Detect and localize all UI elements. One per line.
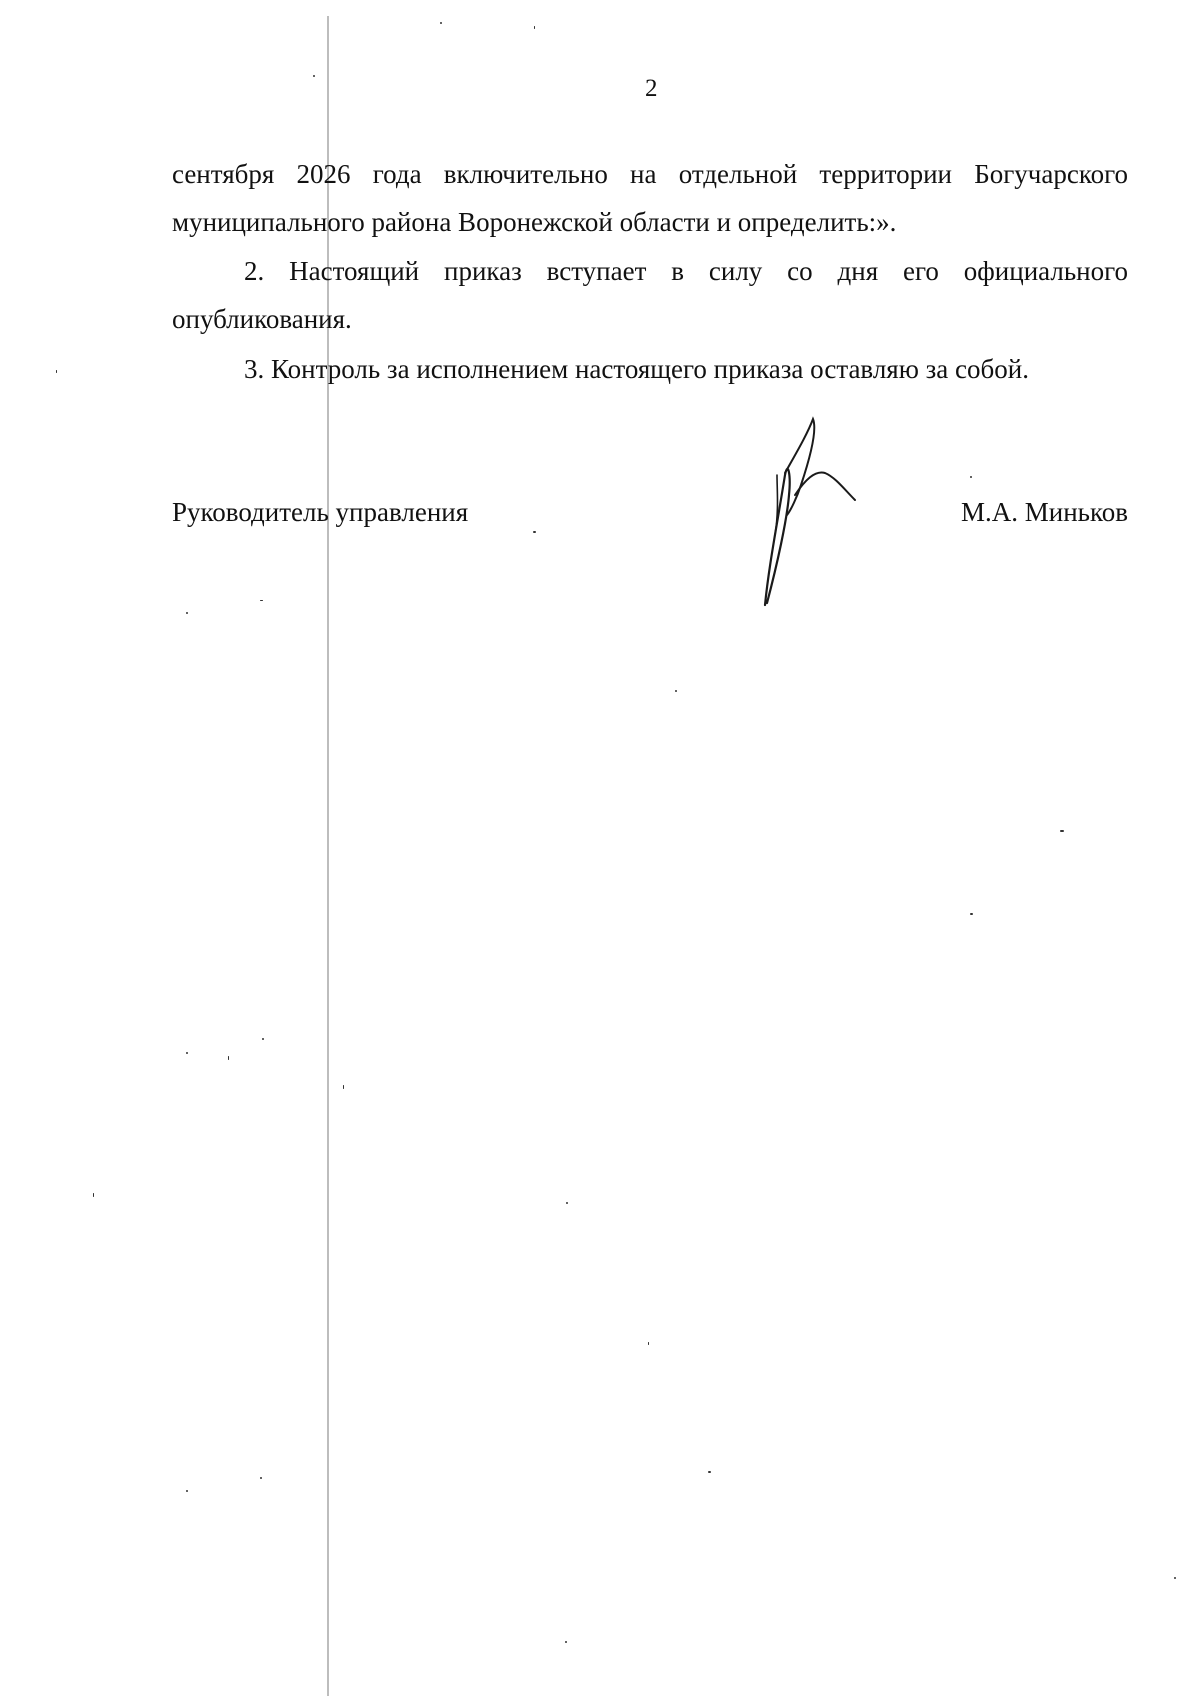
- scan-speck: [970, 913, 973, 915]
- scan-speck: [1060, 830, 1064, 832]
- scan-speck: [93, 1193, 94, 1197]
- paragraph-continuation: сентября 2026 года включительно на отдельной территории Богучарского муниципального района Воронежской области и определить:».: [172, 159, 1128, 237]
- scan-speck: [675, 690, 677, 692]
- scan-speck: [534, 26, 535, 29]
- scan-speck: [56, 370, 57, 373]
- paragraph-item-3: 3. Контроль за исполнением настоящего приказа оставляю за собой.: [244, 354, 1029, 384]
- scan-speck: [260, 1477, 262, 1479]
- paragraph-item-2: 2. Настоящий приказ вступает в силу со дня его официального опубликования.: [172, 256, 1128, 334]
- scan-speck: [708, 1471, 711, 1473]
- scan-speck: [566, 1202, 568, 1204]
- scan-speck: [648, 1342, 649, 1345]
- scan-speck: [970, 476, 972, 478]
- scan-speck: [440, 22, 442, 24]
- handwritten-signature-icon: [755, 415, 875, 615]
- scan-speck: [228, 1056, 229, 1060]
- scan-speck: [262, 1038, 264, 1040]
- scan-speck: [533, 531, 536, 533]
- scan-speck: [186, 1052, 188, 1054]
- signatory-name: М.А. Миньков: [961, 497, 1128, 527]
- signatory-title: Руководитель управления: [172, 497, 469, 527]
- scan-speck: [260, 600, 263, 601]
- scan-speck: [313, 75, 315, 77]
- page-number: 2: [645, 75, 658, 102]
- scan-speck: [1174, 1577, 1176, 1579]
- scan-speck: [343, 1085, 344, 1089]
- scan-speck: [186, 1490, 188, 1492]
- scan-speck: [565, 1641, 567, 1643]
- scan-speck: [186, 612, 188, 614]
